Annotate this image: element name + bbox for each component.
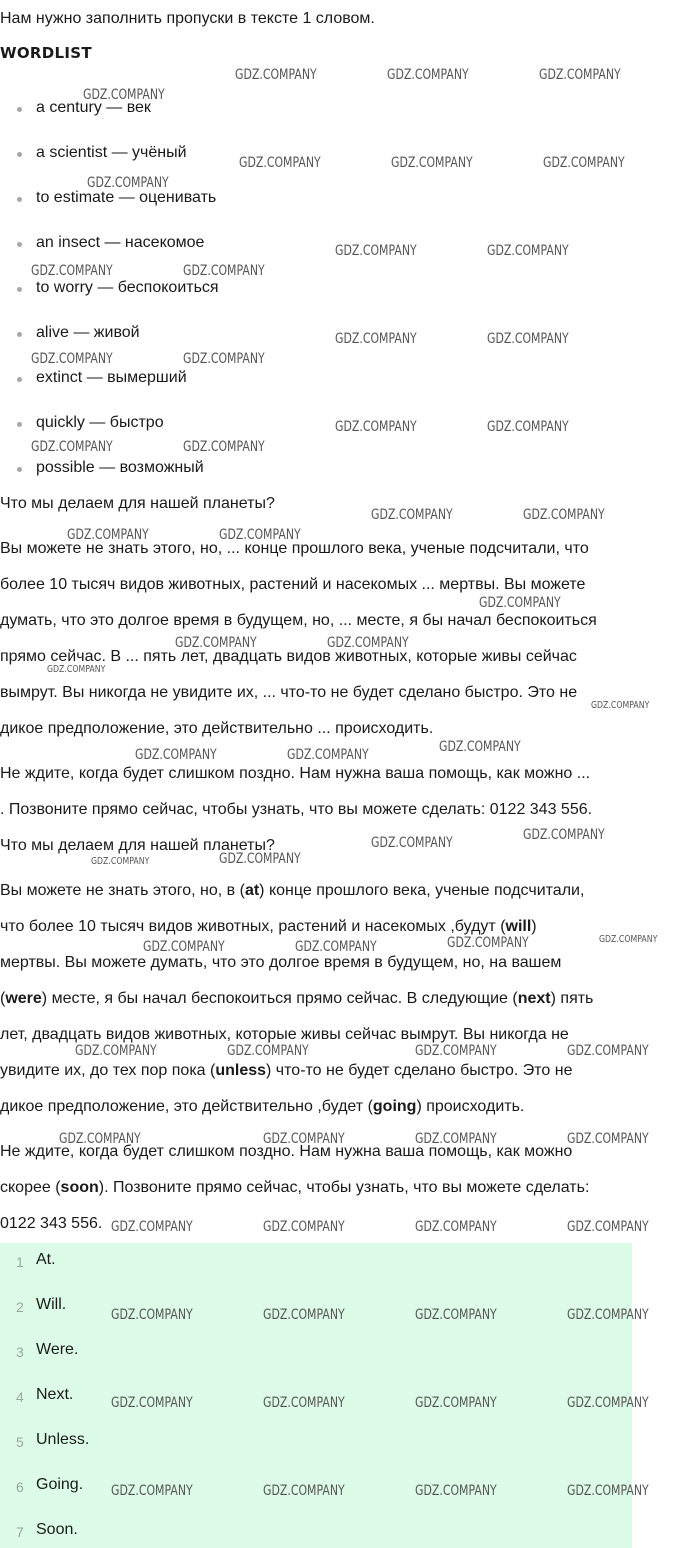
watermark: GDZ.COMPANY [387, 67, 469, 83]
watermark: GDZ.COMPANY [567, 1395, 649, 1411]
bullet-icon [17, 467, 22, 472]
gap-text-title: Что мы делаем для нашей планеты? [0, 495, 275, 512]
bullet-icon [17, 242, 22, 247]
answer-number: 6 [16, 1479, 24, 1495]
bullet-icon [17, 152, 22, 157]
answer-number: 3 [16, 1344, 24, 1360]
watermark: GDZ.COMPANY [415, 1043, 497, 1059]
watermark: GDZ.COMPANY [487, 243, 569, 259]
watermark: GDZ.COMPANY [263, 1219, 345, 1235]
watermark: GDZ.COMPANY [239, 155, 321, 171]
watermark: GDZ.COMPANY [415, 1483, 497, 1499]
watermark: GDZ.COMPANY [543, 155, 625, 171]
filled-text-line: увидите их, до тех пор пока (unless) что-то не будет сделано быстро. Это не [0, 1062, 573, 1079]
watermark: GDZ.COMPANY [219, 527, 301, 543]
watermark: GDZ.COMPANY [415, 1219, 497, 1235]
watermark: GDZ.COMPANY [567, 1307, 649, 1323]
task-intro: Нам нужно заполнить пропуски в тексте 1 словом. [0, 10, 375, 27]
gap-text-line: думать, что это долгое время в будущем, но, ... месте, я бы начал беспокоиться [0, 612, 597, 629]
watermark: GDZ.COMPANY [415, 1395, 497, 1411]
filled-text-title: Что мы делаем для нашей планеты? [0, 837, 275, 854]
bullet-icon [17, 377, 22, 382]
list-item: possible — возможный [36, 459, 204, 476]
watermark: GDZ.COMPANY [111, 1219, 193, 1235]
watermark: GDZ.COMPANY [87, 175, 169, 191]
answer-number: 2 [16, 1299, 24, 1315]
watermark: GDZ.COMPANY [439, 739, 521, 755]
watermark: GDZ.COMPANY [235, 67, 317, 83]
bullet-icon [17, 422, 22, 427]
gap-text-line: прямо сейчас. В ... пять лет, двадцать видов животных, которые живы сейчас [0, 648, 577, 665]
watermark: GDZ.COMPANY [371, 507, 453, 523]
watermark: GDZ.COMPANY [391, 155, 473, 171]
watermark: GDZ.COMPANY [183, 263, 265, 279]
gap-text-line: дикое предположение, это действительно ... происходить. [0, 720, 434, 737]
watermark: GDZ.COMPANY [487, 331, 569, 347]
answer-number: 5 [16, 1434, 24, 1450]
list-item: quickly — быстро [36, 414, 164, 431]
watermark: GDZ.COMPANY [599, 934, 658, 945]
filled-text-line: скорее (soon). Позвоните прямо сейчас, чтобы узнать, что вы можете сделать: [0, 1179, 590, 1196]
answers-box [0, 1243, 632, 1548]
watermark: GDZ.COMPANY [59, 1131, 141, 1147]
watermark: GDZ.COMPANY [75, 1043, 157, 1059]
watermark: GDZ.COMPANY [83, 87, 165, 103]
watermark: GDZ.COMPANY [111, 1483, 193, 1499]
answer-number: 1 [16, 1254, 24, 1270]
watermark: GDZ.COMPANY [335, 243, 417, 259]
watermark: GDZ.COMPANY [111, 1395, 193, 1411]
list-item: alive — живой [36, 324, 140, 341]
watermark: GDZ.COMPANY [183, 439, 265, 455]
bullet-icon [17, 107, 22, 112]
bullet-icon [17, 287, 22, 292]
watermark: GDZ.COMPANY [135, 747, 217, 763]
watermark: GDZ.COMPANY [91, 856, 150, 867]
list-item: an insect — насекомое [36, 234, 205, 251]
watermark: GDZ.COMPANY [227, 1043, 309, 1059]
watermark: GDZ.COMPANY [539, 67, 621, 83]
gap-text-line: Не ждите, когда будет слишком поздно. Нам нужна ваша помощь, как можно ... [0, 765, 591, 782]
list-item: a century — век [36, 99, 151, 116]
watermark: GDZ.COMPANY [479, 595, 561, 611]
watermark: GDZ.COMPANY [263, 1483, 345, 1499]
watermark: GDZ.COMPANY [263, 1395, 345, 1411]
watermark: GDZ.COMPANY [143, 939, 225, 955]
answer-number: 7 [16, 1524, 24, 1540]
wordlist-heading: WORDLIST [0, 44, 92, 62]
watermark: GDZ.COMPANY [591, 700, 650, 711]
watermark: GDZ.COMPANY [415, 1131, 497, 1147]
answer-text: Soon. [36, 1521, 78, 1538]
answer-text: Will. [36, 1296, 67, 1313]
watermark: GDZ.COMPANY [415, 1307, 497, 1323]
watermark: GDZ.COMPANY [327, 635, 409, 651]
filled-text-line: дикое предположение, это действительно ,будет (going) происходить. [0, 1098, 525, 1115]
filled-text-line: 0122 343 556. [0, 1215, 103, 1232]
list-item: to estimate — оценивать [36, 189, 217, 206]
list-item: a scientist — учёный [36, 144, 187, 161]
watermark: GDZ.COMPANY [567, 1483, 649, 1499]
answer-text: Going. [36, 1476, 84, 1493]
bullet-icon [17, 332, 22, 337]
answer-text: Unless. [36, 1431, 90, 1448]
watermark: GDZ.COMPANY [31, 439, 113, 455]
watermark: GDZ.COMPANY [111, 1307, 193, 1323]
watermark: GDZ.COMPANY [447, 935, 529, 951]
watermark: GDZ.COMPANY [567, 1219, 649, 1235]
watermark: GDZ.COMPANY [31, 351, 113, 367]
gap-text-line: более 10 тысяч видов животных, растений и насекомых ... мертвы. Вы можете [0, 576, 586, 593]
filled-text-line: лет, двадцать видов животных, которые живы сейчас вымрут. Вы никогда не [0, 1026, 569, 1043]
watermark: GDZ.COMPANY [219, 851, 301, 867]
watermark: GDZ.COMPANY [287, 747, 369, 763]
filled-text-line: (were) месте, я бы начал беспокоиться прямо сейчас. В следующие (next) пять [0, 990, 594, 1007]
watermark: GDZ.COMPANY [295, 939, 377, 955]
answer-text: Next. [36, 1386, 74, 1403]
watermark: GDZ.COMPANY [47, 664, 106, 675]
list-item: extinct — вымерший [36, 369, 187, 386]
watermark: GDZ.COMPANY [183, 351, 265, 367]
watermark: GDZ.COMPANY [31, 263, 113, 279]
filled-text-line: Вы можете не знать этого, но, в (at) конце прошлого века, ученые подсчитали, [0, 882, 585, 899]
list-item: to worry — беспокоиться [36, 279, 219, 296]
gap-text-line: вымрут. Вы никогда не увидите их, ... что-то не будет сделано быстро. Это не [0, 684, 578, 701]
filled-text-line: мертвы. Вы можете думать, что это долгое время в будущем, но, на вашем [0, 954, 562, 971]
filled-text-line: что более 10 тысяч видов животных, растений и насекомых ,будут (will) [0, 918, 537, 935]
watermark: GDZ.COMPANY [567, 1043, 649, 1059]
watermark: GDZ.COMPANY [523, 827, 605, 843]
watermark: GDZ.COMPANY [175, 635, 257, 651]
watermark: GDZ.COMPANY [523, 507, 605, 523]
watermark: GDZ.COMPANY [335, 331, 417, 347]
bullet-icon [17, 197, 22, 202]
answer-text: At. [36, 1251, 56, 1268]
watermark: GDZ.COMPANY [567, 1131, 649, 1147]
watermark: GDZ.COMPANY [371, 835, 453, 851]
watermark: GDZ.COMPANY [263, 1307, 345, 1323]
gap-text-line: . Позвоните прямо сейчас, чтобы узнать, что вы можете сделать: 0122 343 556. [0, 801, 593, 818]
answer-number: 4 [16, 1389, 24, 1405]
filled-text-line: Не ждите, когда будет слишком поздно. Нам нужна ваша помощь, как можно [0, 1143, 573, 1160]
watermark: GDZ.COMPANY [487, 419, 569, 435]
watermark: GDZ.COMPANY [263, 1131, 345, 1147]
gap-text-line: Вы можете не знать этого, но, ... конце прошлого века, ученые подсчитали, что [0, 540, 589, 557]
watermark: GDZ.COMPANY [335, 419, 417, 435]
answer-text: Were. [36, 1341, 79, 1358]
watermark: GDZ.COMPANY [67, 527, 149, 543]
